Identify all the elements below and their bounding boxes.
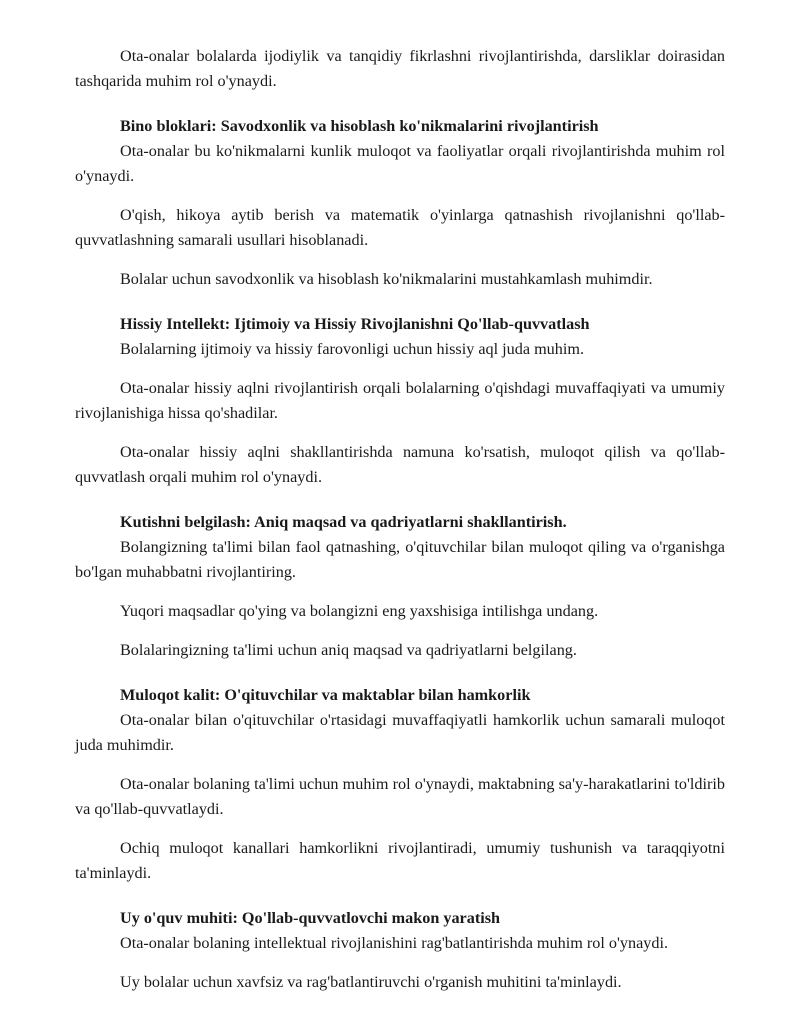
section-paragraph: Bolangizning ta'limi bilan faol qatnashing, o'qituvchilar bilan muloqot qiling va o'rganishga bo'lgan muhabbatni rivojlantiring. [75, 538, 725, 581]
section-heading: Uy o'quv muhiti: Qo'llab-quvvatlovchi makon yaratish [120, 909, 501, 927]
section-paragraph: Bolalarning ijtimoiy va hissiy farovonligi uchun hissiy aql juda muhim. [120, 340, 584, 358]
section-expectations [75, 510, 725, 663]
section-paragraph: Ota-onalar hissiy aqlni rivojlantirish orqali bolalarning o'qishdagi muvaffaqiyati va umumiy rivojlanishiga hissa qo'shadilar. [75, 379, 725, 422]
section-paragraph: O'qish, hikoya aytib berish va matematik o'yinlarga qatnashish rivojlanishni qo'llab-quvvatlashning samarali usullari hisoblanadi. [75, 206, 725, 249]
section-paragraph: Bolalaringizning ta'limi uchun aniq maqsad va qadriyatlarni belgilang. [120, 641, 577, 659]
document-page [75, 44, 725, 1009]
section-communication [75, 683, 725, 886]
section-emotional-intelligence [75, 312, 725, 490]
section-paragraph: Ota-onalar bu ko'nikmalarni kunlik muloqot va faoliyatlar orqali rivojlantirishda muhim rol o'ynaydi. [75, 142, 725, 185]
section-heading: Hissiy Intellekt: Ijtimoiy va Hissiy Rivojlanishni Qo'llab-quvvatlash [120, 315, 590, 333]
section-paragraph: Ota-onalar bolaning ta'limi uchun muhim rol o'ynaydi, maktabning sa'y-harakatlarini to'ldirib va qo'llab-quvvatlaydi. [75, 775, 725, 818]
section-literacy-numeracy [75, 114, 725, 292]
section-paragraph: Yuqori maqsadlar qo'ying va bolangizni eng yaxshisiga intilishga undang. [120, 602, 599, 620]
section-heading: Bino bloklari: Savodxonlik va hisoblash ko'nikmalarini rivojlantirish [120, 117, 599, 135]
intro-paragraph: Ota-onalar bolalarda ijodiylik va tanqidiy fikrlashni rivojlantirishda, darsliklar doirasidan tashqarida muhim rol o'ynaydi. [75, 47, 725, 90]
section-paragraph: Uy bolalar uchun xavfsiz va rag'batlantiruvchi o'rganish muhitini ta'minlaydi. [120, 973, 622, 991]
section-heading: Kutishni belgilash: Aniq maqsad va qadriyatlarni shakllantirish. [120, 513, 567, 531]
section-paragraph: Bolalar uchun savodxonlik va hisoblash ko'nikmalarini mustahkamlash muhimdir. [120, 270, 653, 288]
section-paragraph: Ota-onalar bolaning intellektual rivojlanishini rag'batlantirishda muhim rol o'ynaydi. [120, 934, 668, 952]
section-paragraph: Ota-onalar bilan o'qituvchilar o'rtasidagi muvaffaqiyatli hamkorlik uchun samarali muloqot juda muhimdir. [75, 711, 725, 754]
section-home-learning [75, 906, 725, 995]
section-heading: Muloqot kalit: O'qituvchilar va maktablar bilan hamkorlik [120, 686, 531, 704]
section-paragraph: Ota-onalar hissiy aqlni shakllantirishda namuna ko'rsatish, muloqot qilish va qo'llab-quvvatlash orqali muhim rol o'ynaydi. [75, 443, 725, 486]
section-paragraph: Ochiq muloqot kanallari hamkorlikni rivojlantiradi, umumiy tushunish va taraqqiyotni ta'minlaydi. [75, 839, 725, 882]
